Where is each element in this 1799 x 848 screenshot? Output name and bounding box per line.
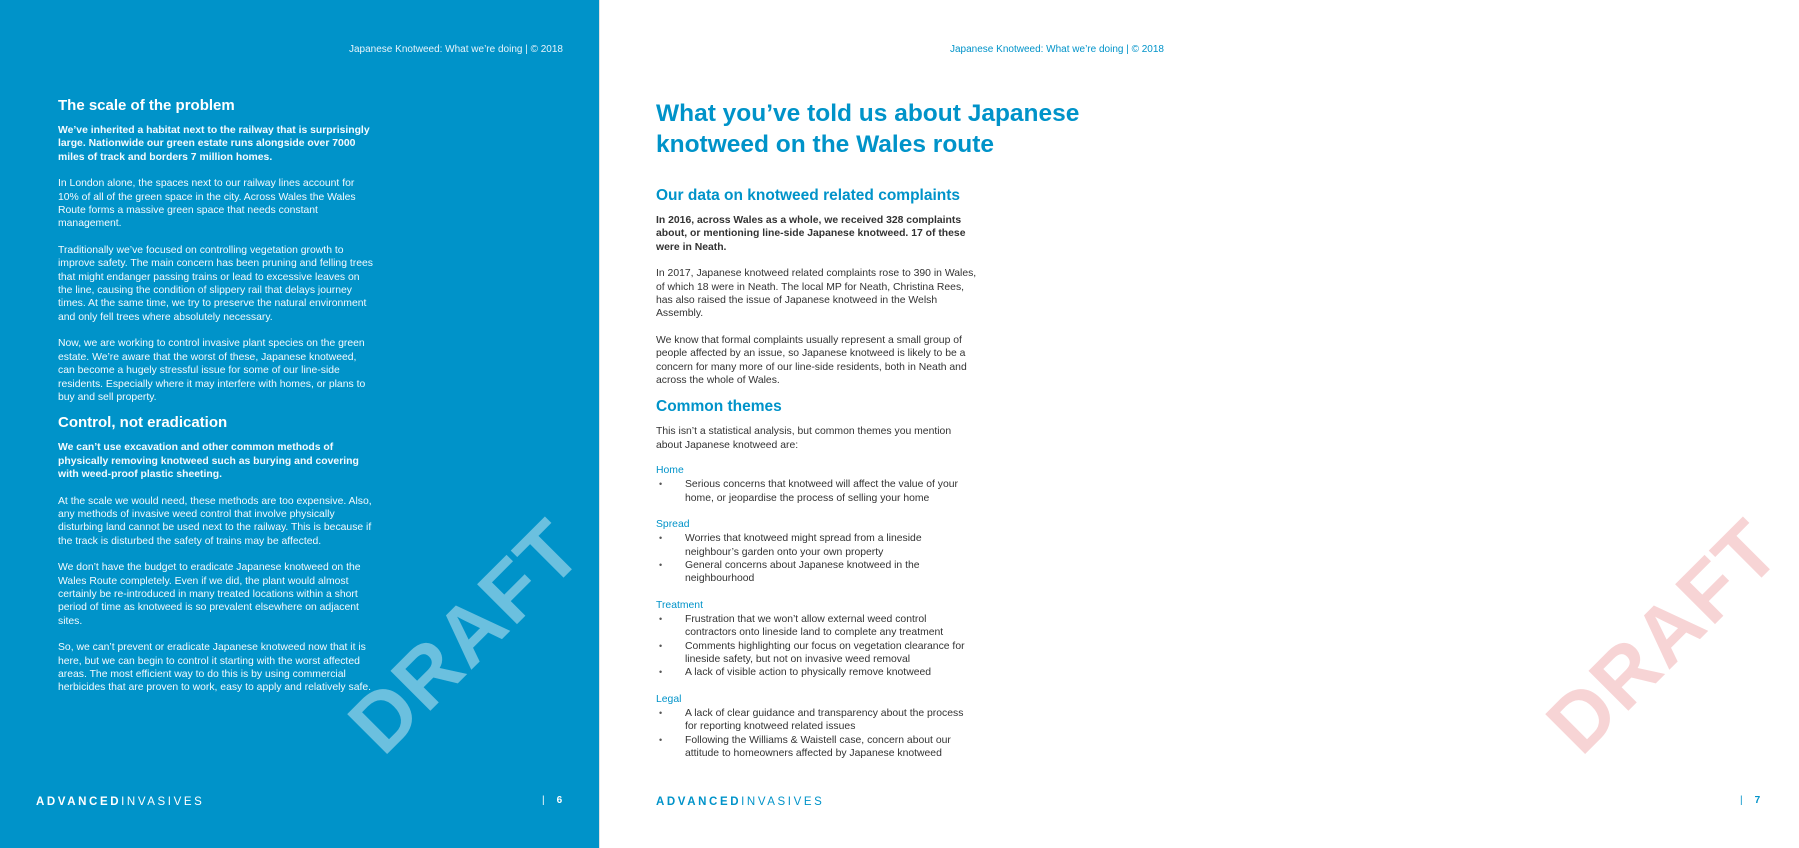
section-heading-scale: The scale of the problem [58, 97, 235, 114]
paragraph: We know that formal complaints usually represent a small group of people affected by an issue, so Japanese knotweed is likely to be a concern for many more of our line-side residents, both in Neath and across the whole of Wales. [656, 334, 967, 387]
running-head: Japanese Knotweed: What we’re doing | © 2018 [349, 44, 563, 55]
draft-watermark: DRAFT [1529, 502, 1798, 771]
lead-paragraph: We can’t use excavation and other common methods of physically removing knotweed such as burying and covering with weed-proof plastic sheeting. [58, 442, 359, 481]
section-heading-control: Control, not eradication [58, 414, 228, 432]
theme-treatment [656, 599, 978, 680]
draft-watermark: DRAFT [331, 502, 600, 771]
theme-list [656, 478, 978, 505]
paragraph: At the scale we would need, these methods are too expensive. Also, any methods of invasive weed control that involve physically disturbing land cannot be used next to the railway. This is because if the track is disturbed the safety of trains may be affected. [58, 495, 372, 547]
list-item: • Worries that knotweed might spread from a lineside neighbour’s garden onto your own property [656, 532, 978, 559]
theme-legal [656, 693, 978, 761]
paragraph: So, we can’t prevent or eradicate Japanese knotweed now that it is here, but we can begin to control it starting with the worst affected areas. The most efficient way to do this is by using commercial herbicides that are proven to work, easy to apply and relatively safe. [58, 642, 372, 694]
paragraph: Now, we are working to control invasive plant species on the green estate. We’re aware that the worst of these, Japanese knotweed, can become a hugely stressful issue for some of our line-side residents. Especially where it may interfere with homes, or plans to buy and sell property. [58, 338, 366, 403]
paragraph: Traditionally we’ve focused on controlling vegetation growth to improve safety. The main concern has been pruning and felling trees that might endanger passing trains or lead to excessive leaves on the line, causing the condition of slippery rail that delays journey times. At the same time, we try to preserve the natural environment and only fell trees where absolutely necessary. [58, 244, 373, 323]
paragraph: This isn’t a statistical analysis, but common themes you mention about Japanese knotweed are: [656, 426, 952, 451]
advanced-invasives-logo: ADVANCEDINVASIVES [656, 796, 825, 808]
list-item: • A lack of visible action to physically remove knotweed [656, 666, 978, 679]
page-title: What you’ve told us about Japanese knotweed on the Wales route [656, 100, 1080, 158]
list-item: • A lack of clear guidance and transparency about the process for reporting knotweed related issues [656, 707, 978, 734]
running-head: Japanese Knotweed: What we’re doing | © 2018 [950, 44, 1164, 55]
advanced-invasives-logo: ADVANCEDINVASIVES [36, 796, 205, 808]
page-number: | 7 [1740, 795, 1761, 806]
section-heading-data: Our data on knotweed related complaints [656, 187, 961, 204]
theme-label: Spread [656, 519, 690, 531]
paragraph: In London alone, the spaces next to our railway lines account for 10% of all of the green space in the city. Across Wales the Wales Route forms a massive green space that needs constant management. [58, 178, 356, 230]
theme-label: Treatment [656, 599, 703, 611]
theme-home [656, 464, 978, 505]
theme-list [656, 707, 978, 761]
lead-paragraph: In 2016, across Wales as a whole, we received 328 complaints about, or mentioning line-side Japanese knotweed. 17 of these were in Neath. [656, 215, 966, 253]
theme-label: Legal [656, 693, 682, 705]
paragraph: We don’t have the budget to eradicate Japanese knotweed on the Wales Route completely. Even if we did, the plant would almost certainly be re-introduced in many treated locations within a short period of time as knotweed is so prevalent elsewhere on adjacent sites. [58, 562, 361, 627]
page-number: | 6 [542, 795, 563, 806]
list-item: • Frustration that we won’t allow external weed control contractors onto lineside land to complete any treatment [656, 613, 978, 640]
theme-list [656, 532, 978, 586]
paragraph: In 2017, Japanese knotweed related complaints rose to 390 in Wales, of which 18 were in Neath. The local MP for Neath, Christina Rees, has also raised the issue of Japanese knotweed in the Welsh Assembly. [656, 268, 977, 320]
right-column [656, 186, 978, 773]
page-6 [0, 0, 600, 848]
section-heading-themes: Common themes [656, 398, 782, 416]
list-item: • Serious concerns that knotweed will affect the value of your home, or jeopardise the process of selling your home [656, 478, 978, 505]
theme-label: Home [656, 465, 684, 477]
lead-paragraph: We’ve inherited a habitat next to the railway that is surprisingly large. Nationwide our green estate runs alongside over 7000 miles of track and borders 7 million homes. [58, 125, 370, 163]
list-item: • General concerns about Japanese knotweed in the neighbourhood [656, 559, 978, 586]
list-item: • Comments highlighting our focus on vegetation clearance for lineside safety, but not on invasive weed removal [656, 640, 978, 667]
list-item: • Following the Williams & Waistell case, concern about our attitude to homeowners affected by Japanese knotweed [656, 734, 978, 761]
theme-spread [656, 518, 978, 586]
left-column [58, 96, 376, 708]
theme-list [656, 613, 978, 680]
